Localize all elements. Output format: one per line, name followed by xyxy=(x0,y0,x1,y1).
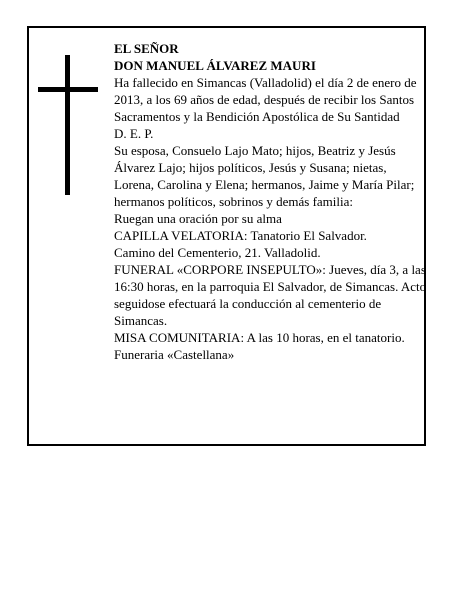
notice-title-line-1: EL SEÑOR xyxy=(114,41,179,56)
cross-horizontal-bar xyxy=(38,87,98,92)
obituary-text xyxy=(114,40,428,363)
latin-cross-icon xyxy=(38,55,98,195)
prayer-request: Ruegan una oración por su alma xyxy=(114,211,282,226)
community-mass-details: MISA COMUNITARIA: A las 10 horas, en el tanatorio. xyxy=(114,330,405,345)
rest-in-peace-abbreviation: D. E. P. xyxy=(114,126,154,141)
funeral-details: FUNERAL «CORPORE INSEPULTO»: Jueves, día 3, a las 16:30 horas, en la parroquia El Salvador, de Simancas. Acto seguidose efectuará la conducción al cementerio de Simancas. xyxy=(114,262,427,328)
death-statement: Ha fallecido en Simancas (Valladolid) el día 2 de enero de 2013, a los 69 años de edad, después de recibir los Santos Sacramentos y la Bendición Apostólica de Su Santidad xyxy=(114,75,417,124)
family-members: Su esposa, Consuelo Lajo Mato; hijos, Beatriz y Jesús Álvarez Lajo; hijos políticos, Jesús y Susana; nietas, Lorena, Carolina y Elena; hermanos, Jaime y María Pilar; hermanos políticos, sobrinos y demás familia: xyxy=(114,143,415,209)
deceased-name: DON MANUEL ÁLVAREZ MAURI xyxy=(114,58,316,73)
chapel-location-line-2: Camino del Cementerio, 21. Valladolid. xyxy=(114,245,321,260)
chapel-location-line-1: CAPILLA VELATORIA: Tanatorio El Salvador. xyxy=(114,228,367,243)
funeral-home: Funeraria «Castellana» xyxy=(114,347,235,362)
cross-vertical-bar xyxy=(65,55,70,195)
